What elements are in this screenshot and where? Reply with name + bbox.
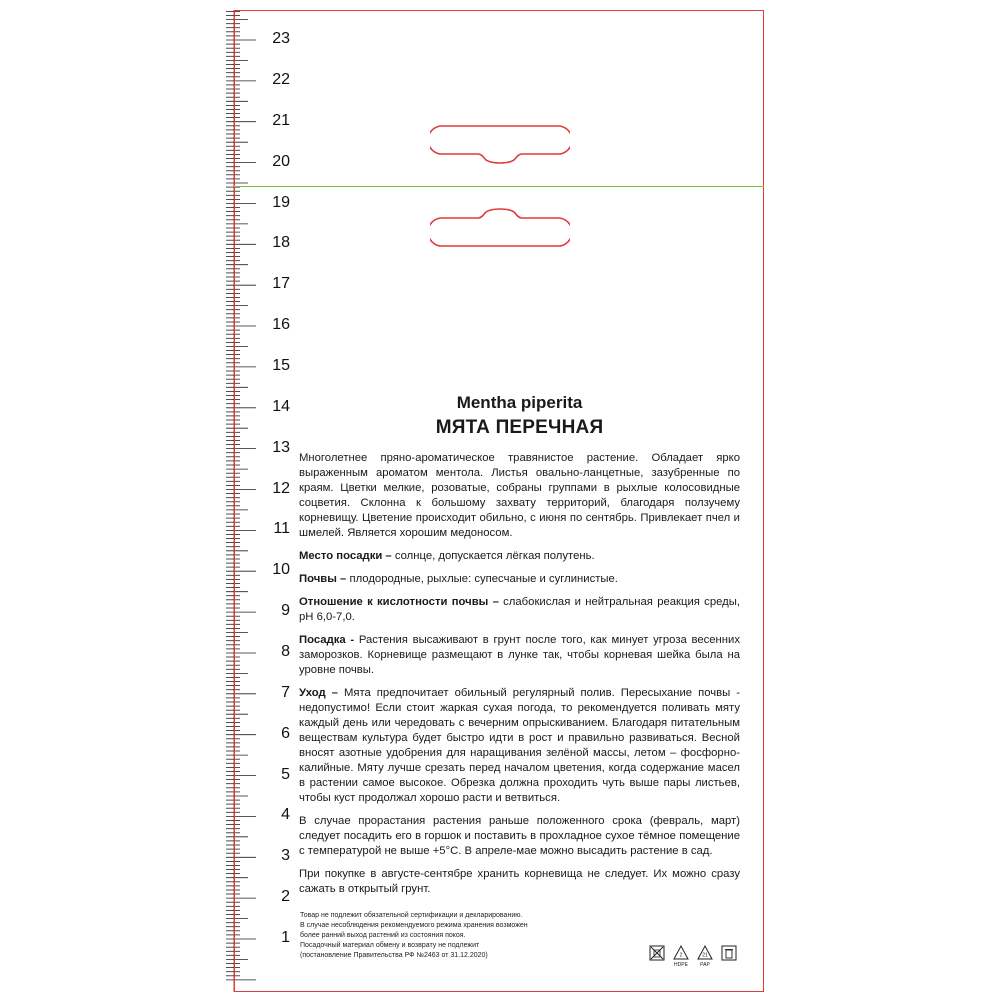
footer-line: Посадочный материал обмену и возврату не подлежит — [300, 942, 480, 949]
fold-line — [234, 186, 764, 187]
recycle-hdpe-icon — [672, 944, 690, 968]
eco-icons — [648, 944, 744, 970]
purchase-paragraph: При покупке в августе-сентябре хранить корневища не следует. Их можно сразу сажать в открытый грунт. — [299, 868, 740, 895]
hang-slot-bottom — [430, 208, 570, 248]
hdpe-label: HDPE — [674, 962, 688, 968]
planting-text: Растения высаживают в грунт после того, как минует угроза весенних заморозков. Корневище размещают в лунке так, чтобы корневая шейка была на уровне почвы. — [299, 634, 740, 676]
ruler-number: 2 — [281, 888, 290, 906]
early-sprout-paragraph: В случае прорастания растения раньше положенного срока (февраль, март) следует посадить его в горшок и поставить в прохладное сухое тёмное помещение с температурой не выше +5°С. В апреле-мае можно высадить растение в сад. — [299, 815, 740, 857]
recycle-pap-icon — [696, 944, 714, 968]
pap-label: PAP — [700, 962, 710, 968]
ruler-number: 13 — [272, 438, 290, 456]
acidity-text: слабокислая и нейтральная реакция среды, pH 6,0-7,0. — [299, 596, 740, 623]
ruler-number: 1 — [281, 929, 290, 946]
planting-label: Посадка - — [299, 634, 355, 646]
soil-text: плодородные, рыхлые: супесчаные и суглинистые. — [346, 573, 618, 585]
footer-line: (постановление Правительства РФ №2463 от 31.12.2020) — [300, 952, 488, 959]
ruler-number: 14 — [272, 397, 290, 415]
ruler-number: 3 — [281, 847, 290, 865]
ruler-number: 21 — [272, 111, 290, 129]
ruler-number: 18 — [272, 234, 290, 252]
care-label: Уход – — [299, 687, 338, 699]
no-bin-icon — [648, 944, 666, 968]
product-name: МЯТА ПЕРЕЧНАЯ — [435, 417, 604, 438]
ruler-number: 17 — [272, 275, 290, 293]
footer-notes — [300, 911, 570, 961]
description: Многолетнее пряно-ароматическое травянистое растение. Обладает ярко выраженным ароматом ментола. Листья овально-ланцетные, зазубренные по краям. Цветки мелкие, розоватые, собраны группами в рыхлые колосовидные соцветия. Склонна к большому захвату территорий, благодаря ползучему корневищу. Цветение происходит обильно, с июня по сентябрь. Привлекает пчел и шмелей. Является хорошим медоносом. — [299, 452, 740, 539]
acidity-label: Отношение к кислотности почвы – — [299, 596, 499, 608]
latin-name: Mentha piperita — [456, 393, 583, 412]
ruler-number: 20 — [272, 152, 290, 170]
ruler-number: 8 — [281, 643, 290, 660]
ruler-number: 10 — [272, 561, 290, 579]
planting-paragraph — [299, 633, 740, 678]
ruler-number: 6 — [281, 724, 290, 742]
soil-paragraph — [299, 572, 740, 587]
soil-label: Почвы – — [299, 573, 347, 585]
hang-slot-top — [430, 124, 570, 164]
ruler-number: 4 — [281, 806, 290, 824]
ruler-number: 19 — [272, 193, 290, 211]
footer-line: В случае несоблюдения рекомендуемого режима хранения возможен — [300, 922, 528, 929]
location-paragraph — [299, 549, 740, 564]
ruler-number: 11 — [273, 520, 290, 538]
care-paragraph — [299, 686, 740, 806]
ruler-number: 15 — [272, 356, 290, 374]
ruler-number: 23 — [272, 30, 290, 47]
pap-code: 21 — [702, 952, 708, 959]
location-text: солнце, допускается лёгкая полутень. — [391, 550, 595, 562]
footer-line: Товар не подлежит обязательной сертификации и декларированию. — [300, 912, 523, 919]
ruler-number: 16 — [272, 316, 290, 333]
ruler-number: 22 — [272, 70, 290, 88]
ruler-number: 5 — [281, 765, 290, 783]
location-label: Место посадки – — [299, 550, 392, 562]
ruler-number: 12 — [272, 479, 290, 497]
footer-line: более ранний выход растений из состояния покоя. — [300, 932, 466, 939]
ruler-number: 9 — [281, 602, 290, 620]
acidity-paragraph — [299, 595, 740, 625]
ruler-number: 7 — [281, 683, 290, 701]
trash-bin-icon — [720, 944, 738, 968]
instructions-block — [299, 393, 740, 905]
hdpe-code: 2 — [679, 952, 683, 959]
care-text: Мята предпочитает обильный регулярный полив. Пересыхание почвы - недопустимо! Если стоит жаркая сухая погода, то рекомендуется поливать мяту каждый день или чередовать с вечерним опрыскиванием. Благодаря питательным веществам культура будет быстро идти в рост и правильно развиваться. Весной вносят азотные удобрения для наращивания зелёной массы, летом – фосфорно-калийные. Мяту лучше срезать перед началом цветения, когда содержание масел в растении самое высокое. Обрезка должна проходить чуть выше пары листьев, чтобы куст продолжал хорошо расти и ветвиться. — [299, 687, 740, 804]
